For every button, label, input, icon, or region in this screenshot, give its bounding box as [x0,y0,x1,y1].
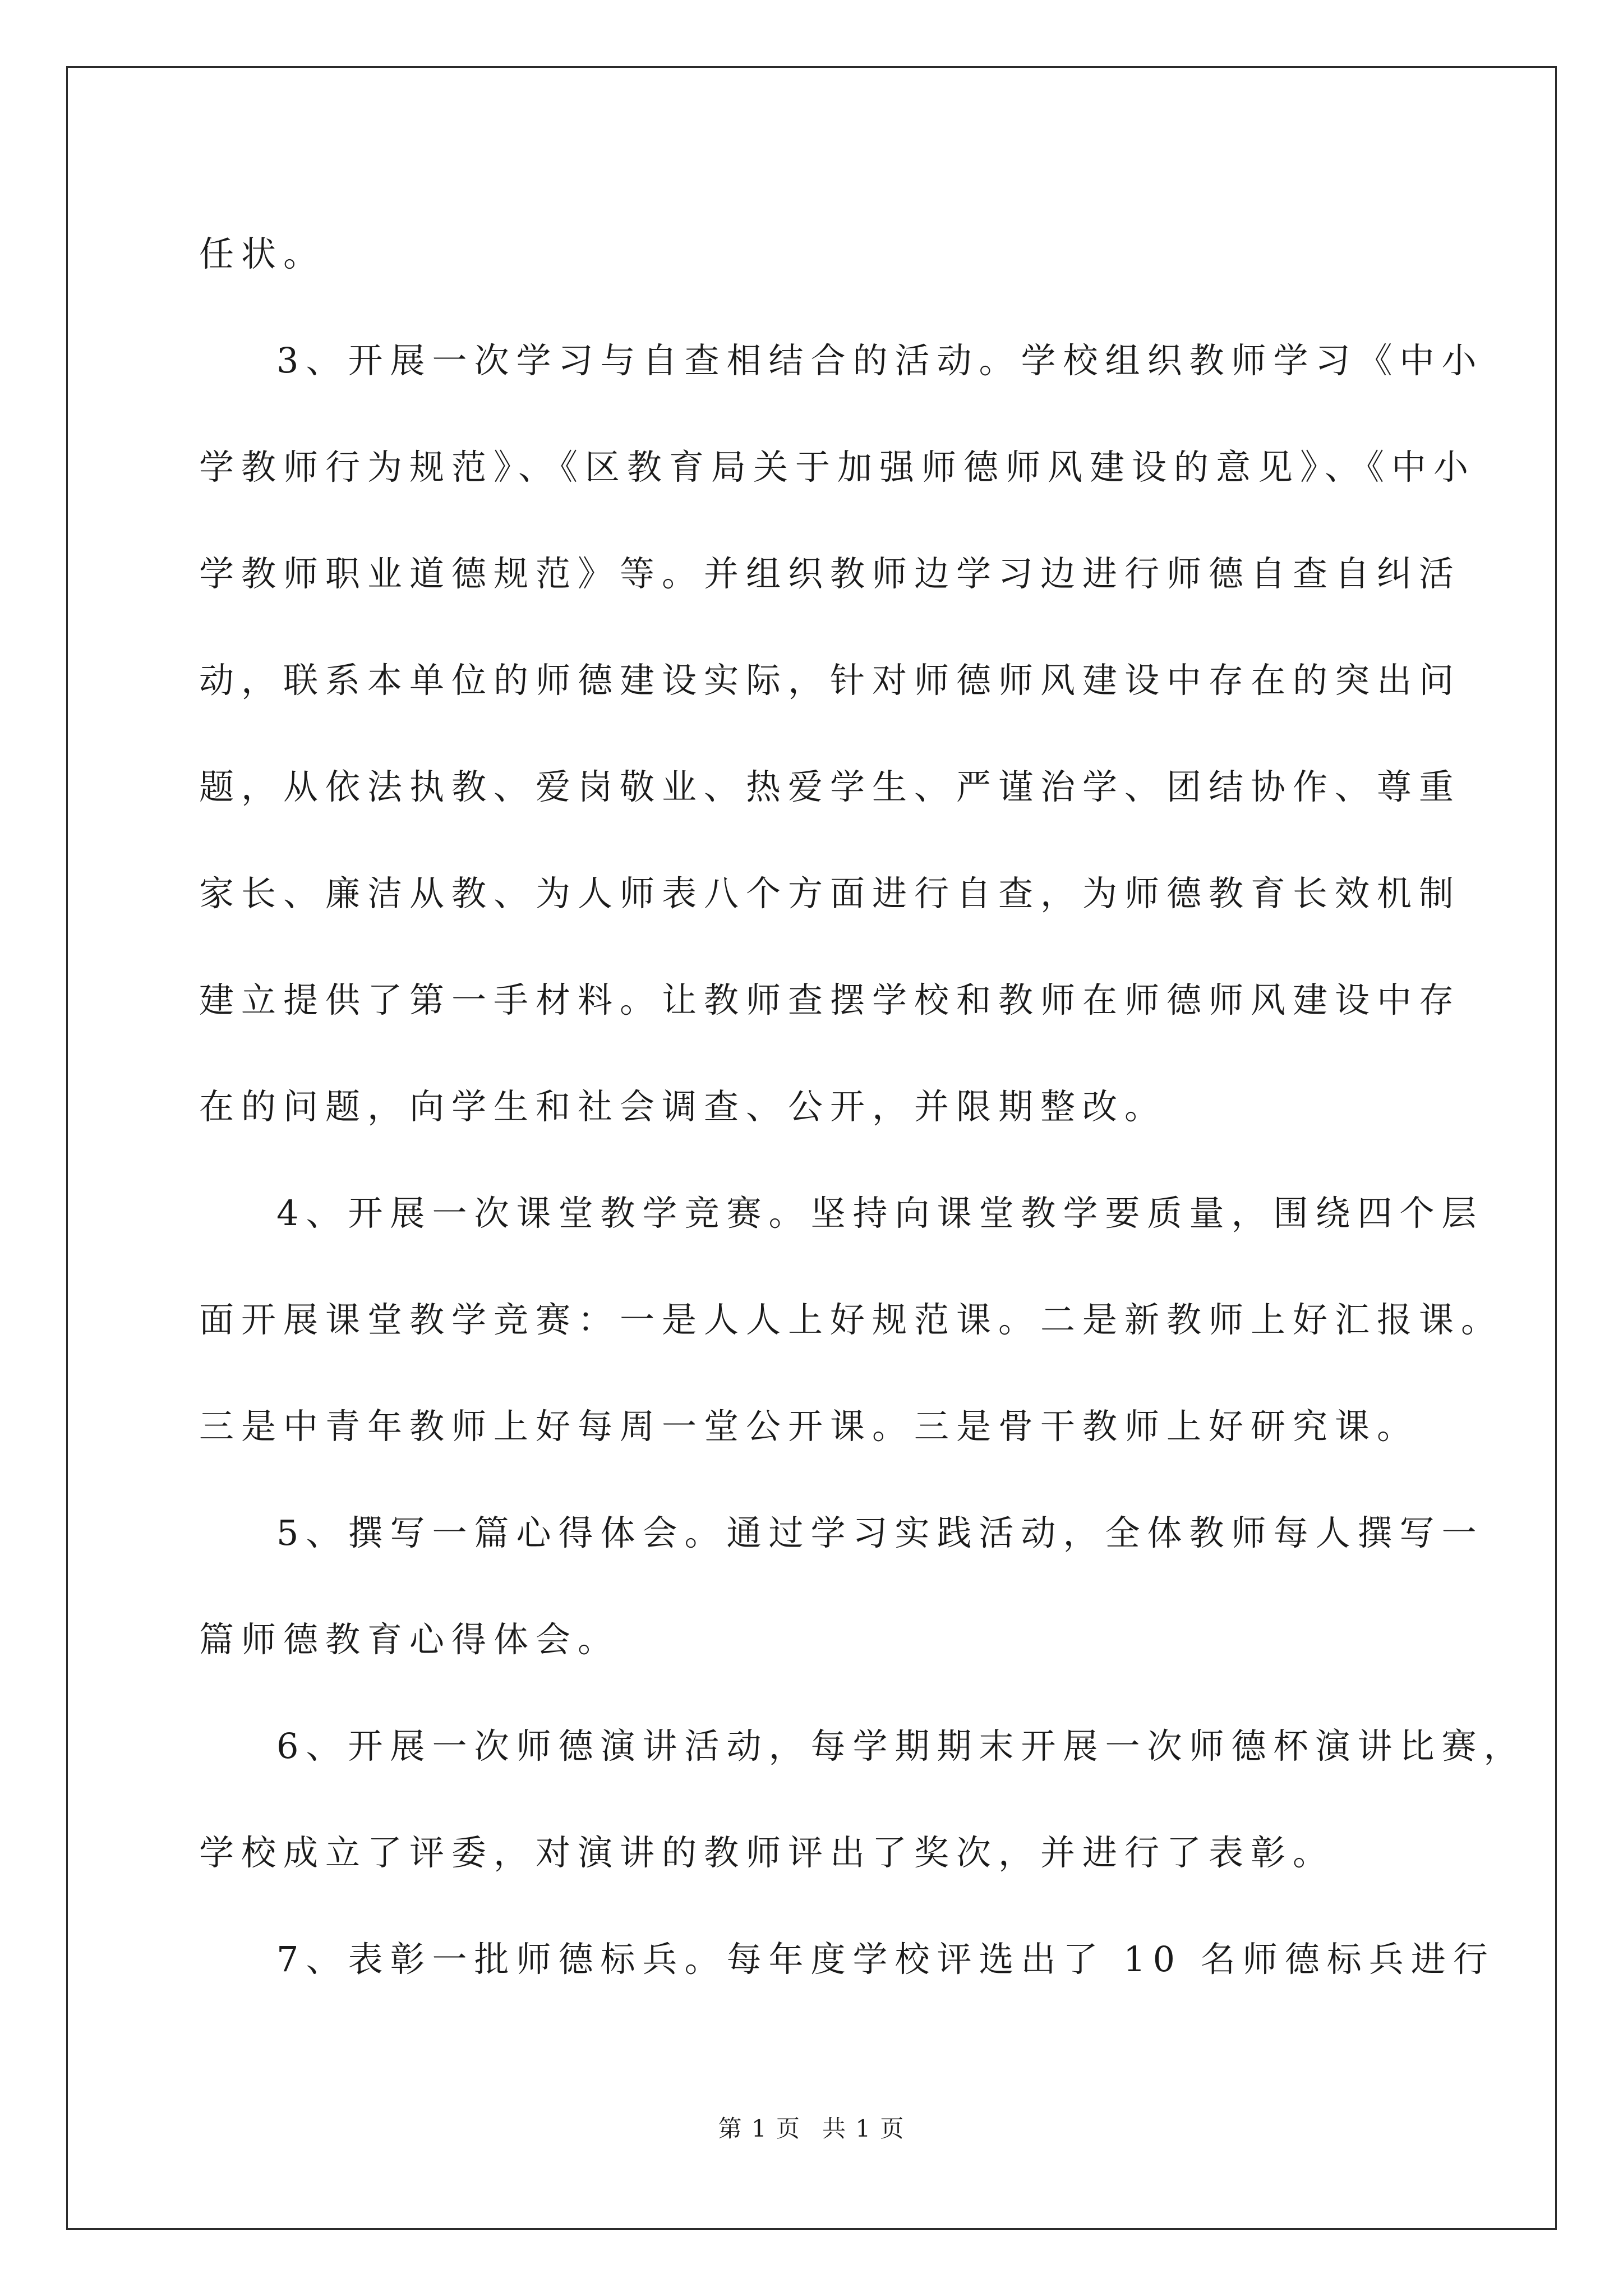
page-total: 共 1 页 [822,2115,905,2142]
text-line-12: 三是中青年教师上好每周一堂公开课。三是骨干教师上好研究课。 [199,1406,1419,1447]
document-body [199,202,1526,2014]
text-line-16: 学校成立了评委，对演讲的教师评出了奖次，并进行了表彰。 [199,1832,1335,1873]
text-line-17: 7、表彰一批师德标兵。每年度学校评选出了 10 名师德标兵进行 [276,1939,1495,1980]
text-line-6: 题，从依法执教、爱岗敬业、热爱学生、严谨治学、团结协作、尊重 [199,766,1461,807]
text-line-9: 在的问题，向学生和社会调查、公开，并限期整改。 [199,1086,1167,1127]
text-line-4: 学教师职业道德规范》等。并组织教师边学习边进行师德自查自纠活 [199,553,1461,594]
text-line-11: 面开展课堂教学竞赛：一是人人上好规范课。二是新教师上好汇报课。 [199,1299,1504,1340]
text-line-2: 3、开展一次学习与自查相结合的活动。学校组织教师学习《中小 [276,340,1484,381]
text-line-5: 动，联系本单位的师德建设实际，针对师德师风建设中存在的突出问 [199,660,1461,701]
text-line-13: 5、撰写一篇心得体会。通过学习实践活动，全体教师每人撰写一 [276,1512,1484,1553]
text-line-7: 家长、廉洁从教、为人师表八个方面进行自查，为师德教育长效机制 [199,873,1461,914]
text-line-1: 任状。 [199,233,326,274]
text-line-3: 学教师行为规范》、《区教育局关于加强师德师风建设的意见》、《中小 [199,447,1476,487]
text-line-14: 篇师德教育心得体会。 [199,1619,620,1660]
text-line-15: 6、开展一次师德演讲活动，每学期期末开展一次师德杯演讲比赛， [276,1726,1526,1766]
page-footer [0,2110,1623,2144]
text-line-10: 4、开展一次课堂教学竞赛。坚持向课堂教学要质量，围绕四个层 [276,1193,1484,1234]
page-number: 第 1 页 [718,2115,801,2142]
text-line-8: 建立提供了第一手材料。让教师查摆学校和教师在师德师风建设中存 [199,979,1461,1020]
